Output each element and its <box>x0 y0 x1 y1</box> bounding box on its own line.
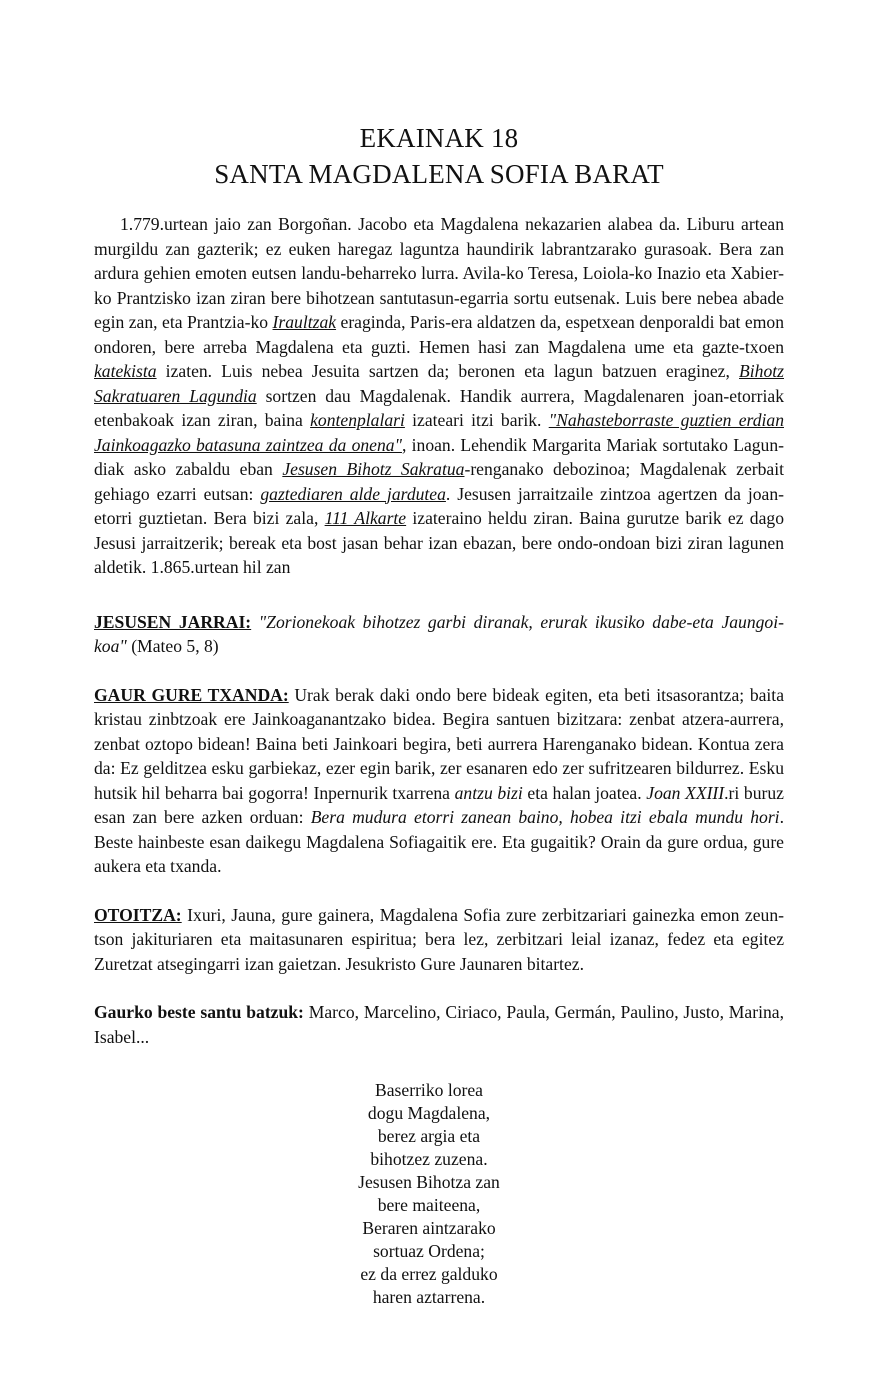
txanda-text-3: .ri buruz esan zan bere azken orduan: <box>94 782 784 827</box>
bio-text-6: , inoan. Lehendik Margarita Mariak sortutako Lagun-diak asko zabaldu eban <box>94 434 785 479</box>
bio-italic-8: 111 Alkarte <box>324 508 407 528</box>
txanda-italic-1: antzu bizi <box>454 782 523 803</box>
bio-italic-7: gaztediaren alde jardutea <box>260 483 446 504</box>
poem-line: dogu Magdalena, <box>367 1103 491 1123</box>
otoitza-text: Ixuri, Jauna, gure gainera, Magdalena Sofia zure zerbitzariari gainezka emon zeun-tson jakituriaren eta maitasunaren espiritua; bera lez, zerbitzari leial izanaz, fedez eta egitez Zuretzat atsegingarri izan gaietzan. Jesukristo Gure Jaunaren bitartez. <box>94 904 784 974</box>
santuak-label: Gaurko beste santu batzuk: <box>94 1002 304 1022</box>
bio-italic-4: kontenplalari <box>310 410 405 430</box>
poem-line: bere maiteena, <box>377 1195 481 1215</box>
biography-paragraph <box>94 212 784 580</box>
poem-line: berez argia eta <box>377 1126 481 1146</box>
bio-italic-2: katekista <box>94 361 157 381</box>
title-block <box>94 120 784 192</box>
txanda-label: GAUR GURE TXANDA: <box>94 684 289 705</box>
santuak-paragraph <box>94 1000 784 1049</box>
jarrai-paragraph <box>94 610 784 659</box>
poem-line: ez da errez galduko <box>360 1264 498 1284</box>
bio-text-5: izateari itzi barik. <box>404 410 549 430</box>
bio-italic-3: Bihotz Sakratuaren Lagundia <box>94 361 784 406</box>
bio-text-7: -renganako debozinoa; Magdalenak zerbait gehiago ezarri eutsan: <box>94 459 784 504</box>
bio-text-9: izateraino heldu ziran. Baina gurutze barik ez dago Jesusi jarraitzerik; bereak eta bost jasan behar izan ebazan, bere ondo-ondoan bizi ziran lagunen aldetik. 1.865.urtean hil zan <box>94 508 784 577</box>
bio-text-2: eraginda, Paris-era aldatzen da, espetxean denporaldi bat emon ondoren, bere arreba Magdalena eta guzti. Hemen hasi zan Magdalena ume eta gazte-txoen <box>94 312 784 357</box>
bio-italic-1: Iraultzak <box>272 312 337 332</box>
page <box>94 120 784 1309</box>
poem-line: sortuaz Ordena; <box>373 1241 485 1261</box>
santuak-text: Marco, Marcelino, Ciriaco, Paula, Germán, Paulino, Justo, Marina, Isabel... <box>94 1002 784 1047</box>
bio-text-8: . Jesusen jarraitzaile zintzoa agertzen da joan-etorri guztietan. Bera bizi zala, <box>94 483 784 528</box>
poem-line: Beraren aintzarako <box>362 1218 496 1238</box>
poem-line: haren aztarrena. <box>372 1287 486 1307</box>
poem-line: Baserriko lorea <box>375 1080 483 1100</box>
txanda-text-4: . Beste hainbeste esan daikegu Magdalena Sofiagaitik ere. Eta gugaitik? Orain da gure ordua, gure aukera eta txanda. <box>94 807 784 876</box>
txanda-paragraph <box>94 683 784 879</box>
bio-italic-6: Jesusen Bihotz Sakratua <box>282 459 465 479</box>
jarrai-reference: (Mateo 5, 8) <box>126 636 219 656</box>
jarrai-label: JESUSEN JARRAI: <box>94 611 252 632</box>
otoitza-label: OTOITZA: <box>94 904 182 925</box>
page-date-title: EKAINAK 18 <box>359 123 519 153</box>
txanda-italic-3: Bera mudura etorri zanean baino, hobea itzi ebala mundu hori <box>310 807 780 827</box>
bio-italic-5: "Nahasteborraste guztien erdian Jainkoagazko batasuna zaintzea da onena" <box>94 410 784 455</box>
saint-name-title: SANTA MAGDALENA SOFIA BARAT <box>214 159 664 189</box>
poem-line: Jesusen Bihotza zan <box>358 1172 500 1192</box>
txanda-italic-2: Joan XXIII <box>646 782 725 803</box>
bio-text-4: sortzen dau Magdalenak. Handik aurrera, Magdalenaren joan-etorriak etenbakoak izan ziran, baina <box>94 385 784 430</box>
poem <box>94 1079 784 1309</box>
bio-text-3: izaten. Luis nebea Jesuita sartzen da; beronen eta lagun batzuen eraginez, <box>156 361 740 381</box>
poem-line: bihotzez zuzena. <box>370 1149 488 1169</box>
otoitza-paragraph <box>94 903 784 977</box>
bio-text-1: 1.779.urtean jaio zan Borgoñan. Jacobo eta Magdalena nekazarien alabea da. Liburu artean murgildu zan gazterik; ez euken haregaz laguntza haundirik labrantzarako gurasoak. Bera zan ardura gehien emoten eutsen landu-beharreko lurra. Avila-ko Teresa, Loiola-ko Inazio eta Xabier-ko Prantzisko izan ziran bere bihotzean santutasun-egarria sortu eutsenak. Luis bere nebea abade egin zan, eta Prantzia-ko <box>94 214 784 332</box>
txanda-text-2: eta halan joatea. <box>522 782 647 803</box>
jarrai-quote: "Zorionekoak bihotzez garbi diranak, erurak ikusiko dabe-eta Jaungoi-koa" <box>94 611 784 656</box>
txanda-text-1: Urak berak daki ondo bere bideak egiten, eta beti itsasorantza; baita kristau zinbtzoak ere Jainkoaganantzako bidea. Begira santuen bizitzara: zenbat atzera-aurrera, zenbat oztopo bidean! Baina beti Jainkoari begira, beti aurrera Harenganako bidean. Kontua zera da: Ez gelditzea esku garbiekaz, ezer egin barik, zer esanaren edo zer sufritzearen bildurrez. Esku hutsik hil beharra bai gogorra! Inpernurik txarrena <box>94 684 785 803</box>
